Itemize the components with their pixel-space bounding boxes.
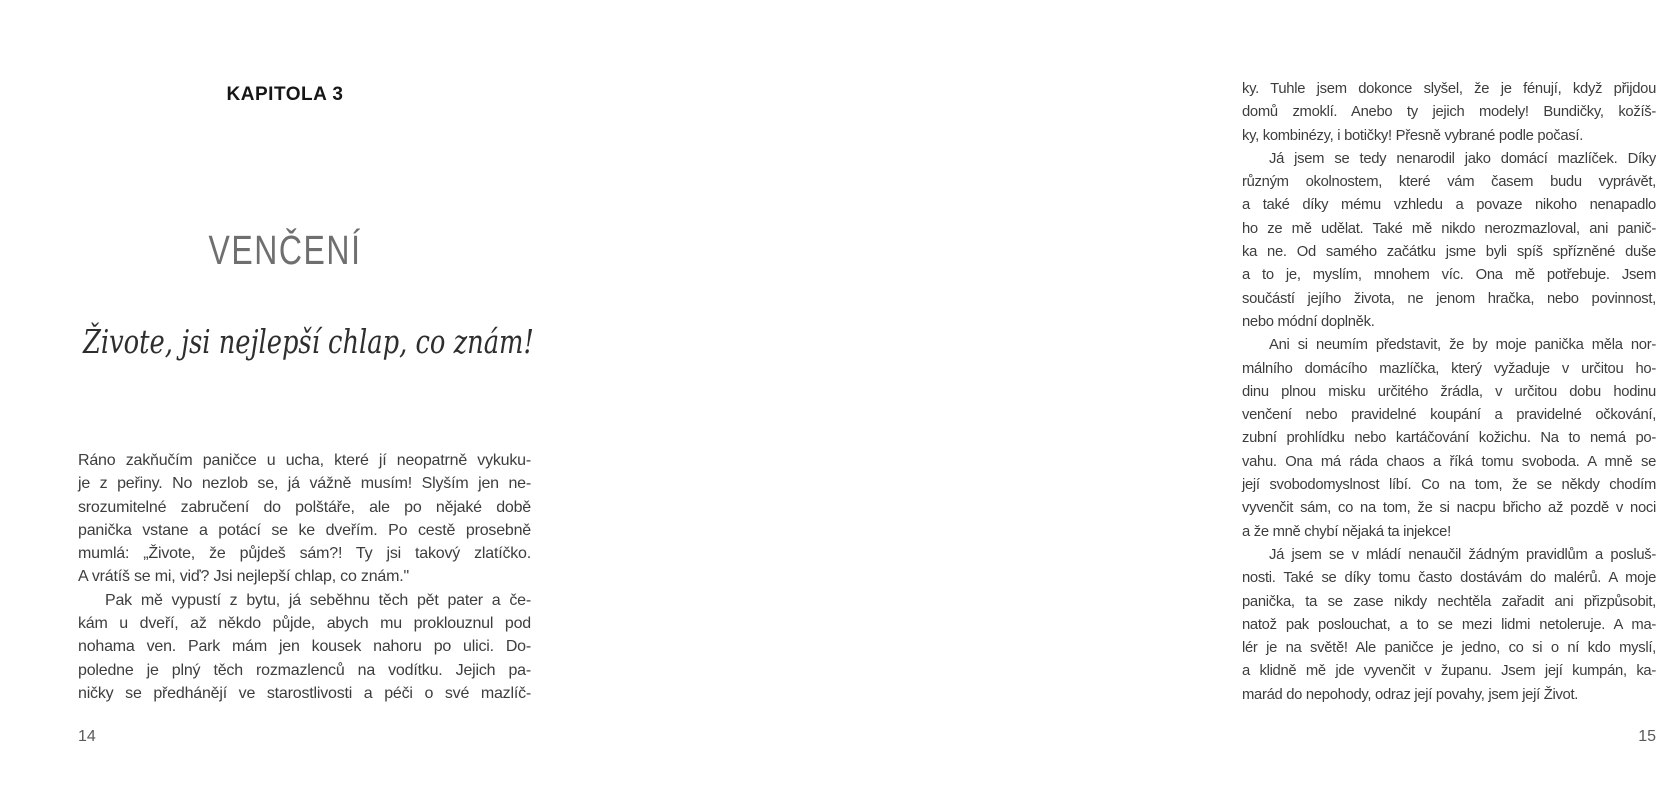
- text-line: Pak mě vypustí z bytu, já seběhnu těch pět pater a če-: [105, 591, 531, 609]
- text-line: nohama ven. Park mám jen kousek nahoru po ulici. Do-: [78, 638, 531, 656]
- text-line: je z peřiny. No nezlob se, já vážně musím! Slyším jen ne-: [78, 475, 531, 493]
- text-line: a to je, myslím, mnohem víc. Ona mě potřebuje. Jsem: [1242, 267, 1656, 284]
- text-line: ky. Tuhle jsem dokonce slyšel, že je fénují, když přijdou: [1242, 81, 1656, 97]
- text-line: natož pak poslouchat, a to se mezi lidmi netoleruje. A ma-: [1242, 616, 1656, 633]
- text-line: součástí jejího života, ne jenom hračka, nebo povinnost,: [1242, 290, 1656, 307]
- text-line: Já jsem se v mládí nenaučil žádným pravidlům a posluš-: [1269, 546, 1656, 563]
- text-line: marád do nepohody, odraz její povahy, jsem její Život.: [1242, 686, 1579, 703]
- page-number-right: 15: [1638, 728, 1656, 745]
- text-line: Já jsem se tedy nenarodil jako domácí mazlíček. Díky: [1269, 150, 1656, 167]
- page-right: [578, 0, 1656, 800]
- chapter-title: VENČENÍ: [208, 227, 362, 273]
- text-line: nebo módní doplněk.: [1242, 313, 1375, 330]
- text-line: ho ze mě udělat. Také mě nikdo nerozmazloval, ani panič-: [1242, 220, 1656, 237]
- text-line: panička vstane a potácí se ke dveřím. Po cestě prosebně: [78, 521, 531, 539]
- page-number-left: 14: [78, 728, 96, 745]
- text-line: ky, kombinézy, i botičky! Přesně vybrané podle počasí.: [1242, 127, 1584, 144]
- text-line: kám u dveří, až někdo půjde, abych mu proklouznul pod: [78, 615, 531, 633]
- text-line: lér je na světě! Ale paničce je jedno, co si o ní kdo myslí,: [1242, 640, 1656, 657]
- text-line: a klidně mě jde vyvenčit v županu. Jsem její kumpán, ka-: [1242, 663, 1656, 680]
- text-line: srozumitelné zabručení do polštáře, ale po nějaké době: [78, 498, 531, 516]
- text-line: venčení nebo pravidelné koupání a pravidelné očkování,: [1242, 407, 1656, 424]
- text-line: A vrátíš se mi, viď? Jsi nejlepší chlap, co znám.": [78, 568, 409, 586]
- text-line: dinu plnou misku určitého žrádla, v určitou dobu hodinu: [1242, 383, 1656, 400]
- text-line: nosti. Také se díky tomu často dostávám do malérů. A moje: [1242, 570, 1656, 587]
- text-line: její svobodomyslnost líbí. Co na tom, že se někdy chodím: [1242, 477, 1656, 494]
- handwritten-quote: Živote, jsi nejlepší chlap, co znám!: [83, 322, 534, 361]
- page-left: [0, 0, 578, 800]
- text-line: málního domácího mazlíčka, který vyžaduje v určitou ho-: [1242, 360, 1656, 377]
- text-line: domů zmoklí. Anebo ty jejich modely! Bundičky, kožíš-: [1242, 104, 1656, 121]
- text-line: vahu. Ona má ráda chaos a říká tomu svoboda. A mně se: [1242, 453, 1656, 470]
- text-line: Ani si neumím představit, že by moje panička měla nor-: [1269, 337, 1656, 354]
- chapter-heading: KAPITOLA 3: [226, 84, 344, 105]
- right-page-body-text: [1242, 78, 1656, 707]
- left-page-body-text: [78, 449, 531, 705]
- text-line: různým okolnostem, které vám časem budu vyprávět,: [1242, 174, 1656, 191]
- text-line: vyvenčit sám, co na tom, že si nacpu břicho až pozdě v noci: [1242, 500, 1656, 517]
- text-line: mumlá: „Živote, že půjdeš sám?! Ty jsi takový zlatíčko.: [78, 545, 531, 563]
- text-line: panička, ta se zase nikdy nechtěla zařadit ani přizpůsobit,: [1242, 593, 1656, 610]
- text-line: poledne je plný těch rozmazlenců na vodítku. Jejich pa-: [78, 661, 531, 679]
- text-line: a že mně chybí nějaká ta injekce!: [1242, 523, 1451, 540]
- text-line: ka ne. Od samého začátku jsme byli spíš spřízněné duše: [1242, 244, 1656, 261]
- text-line: zubní prohlídku nebo kartáčování kožichu. Na to nemá po-: [1242, 430, 1656, 447]
- text-line: Ráno zakňučím paničce u ucha, které jí neopatrně vykuku-: [78, 452, 531, 469]
- text-line: ničky se předhánějí ve starostlivosti a péči o své mazlíč-: [78, 684, 531, 702]
- text-line: a také díky mému vzhledu a povaze nikoho nenapadlo: [1242, 197, 1656, 214]
